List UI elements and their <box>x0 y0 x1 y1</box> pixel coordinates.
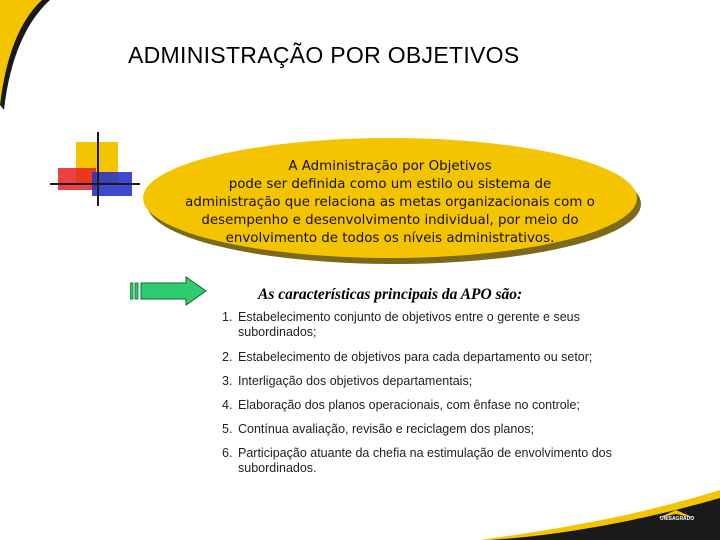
list-item-number: 2. <box>222 350 233 364</box>
list-item-number: 4. <box>222 398 233 412</box>
list-item <box>222 422 622 437</box>
logo-text: UNISAGRADO <box>660 516 695 522</box>
definition-line: administração que relaciona as metas organizacionais com o <box>185 195 595 210</box>
slide-title: ADMINISTRAÇÃO POR OBJETIVOS <box>128 42 520 68</box>
list-item-text: Estabelecimento conjunto de objetivos entre o gerente e seus subordinados; <box>238 310 580 339</box>
color-squares-decoration <box>50 132 140 212</box>
list-item-text: Estabelecimento de objetivos para cada departamento ou setor; <box>238 350 593 364</box>
list-item <box>222 446 622 476</box>
definition-line: A Administração por Objetivos <box>288 159 492 174</box>
list-item-text: Participação atuante da chefia na estimulação de envolvimento dos subordinados. <box>238 446 612 475</box>
list-item-number: 6. <box>222 446 233 460</box>
list-item <box>222 374 622 389</box>
list-item-number: 3. <box>222 374 233 388</box>
list-item-number: 5. <box>222 422 233 436</box>
definition-line: envolvimento de todos os níveis administrativos. <box>225 231 555 246</box>
list-item-text: Contínua avaliação, revisão e reciclagem dos planos; <box>238 422 535 436</box>
definition-line: pode ser definida como um estilo ou sistema de <box>228 177 552 192</box>
arrow-right-icon <box>130 276 210 306</box>
characteristics-list <box>222 310 622 485</box>
list-item <box>222 398 622 413</box>
list-item-number: 1. <box>222 310 233 324</box>
list-item-text: Elaboração dos planos operacionais, com ênfase no controle; <box>238 398 580 412</box>
characteristics-heading: As características principais da APO são: <box>258 286 523 303</box>
bottom-corner-decoration <box>480 490 720 540</box>
definition-ellipse <box>143 138 637 258</box>
corner-swoosh-decoration <box>0 0 60 110</box>
definition-line: desempenho e desenvolvimento individual, por meio do <box>201 213 579 228</box>
list-item-text: Interligação dos objetivos departamentais; <box>238 374 473 388</box>
definition-text <box>163 158 617 248</box>
list-item <box>222 310 622 340</box>
list-item <box>222 350 622 365</box>
